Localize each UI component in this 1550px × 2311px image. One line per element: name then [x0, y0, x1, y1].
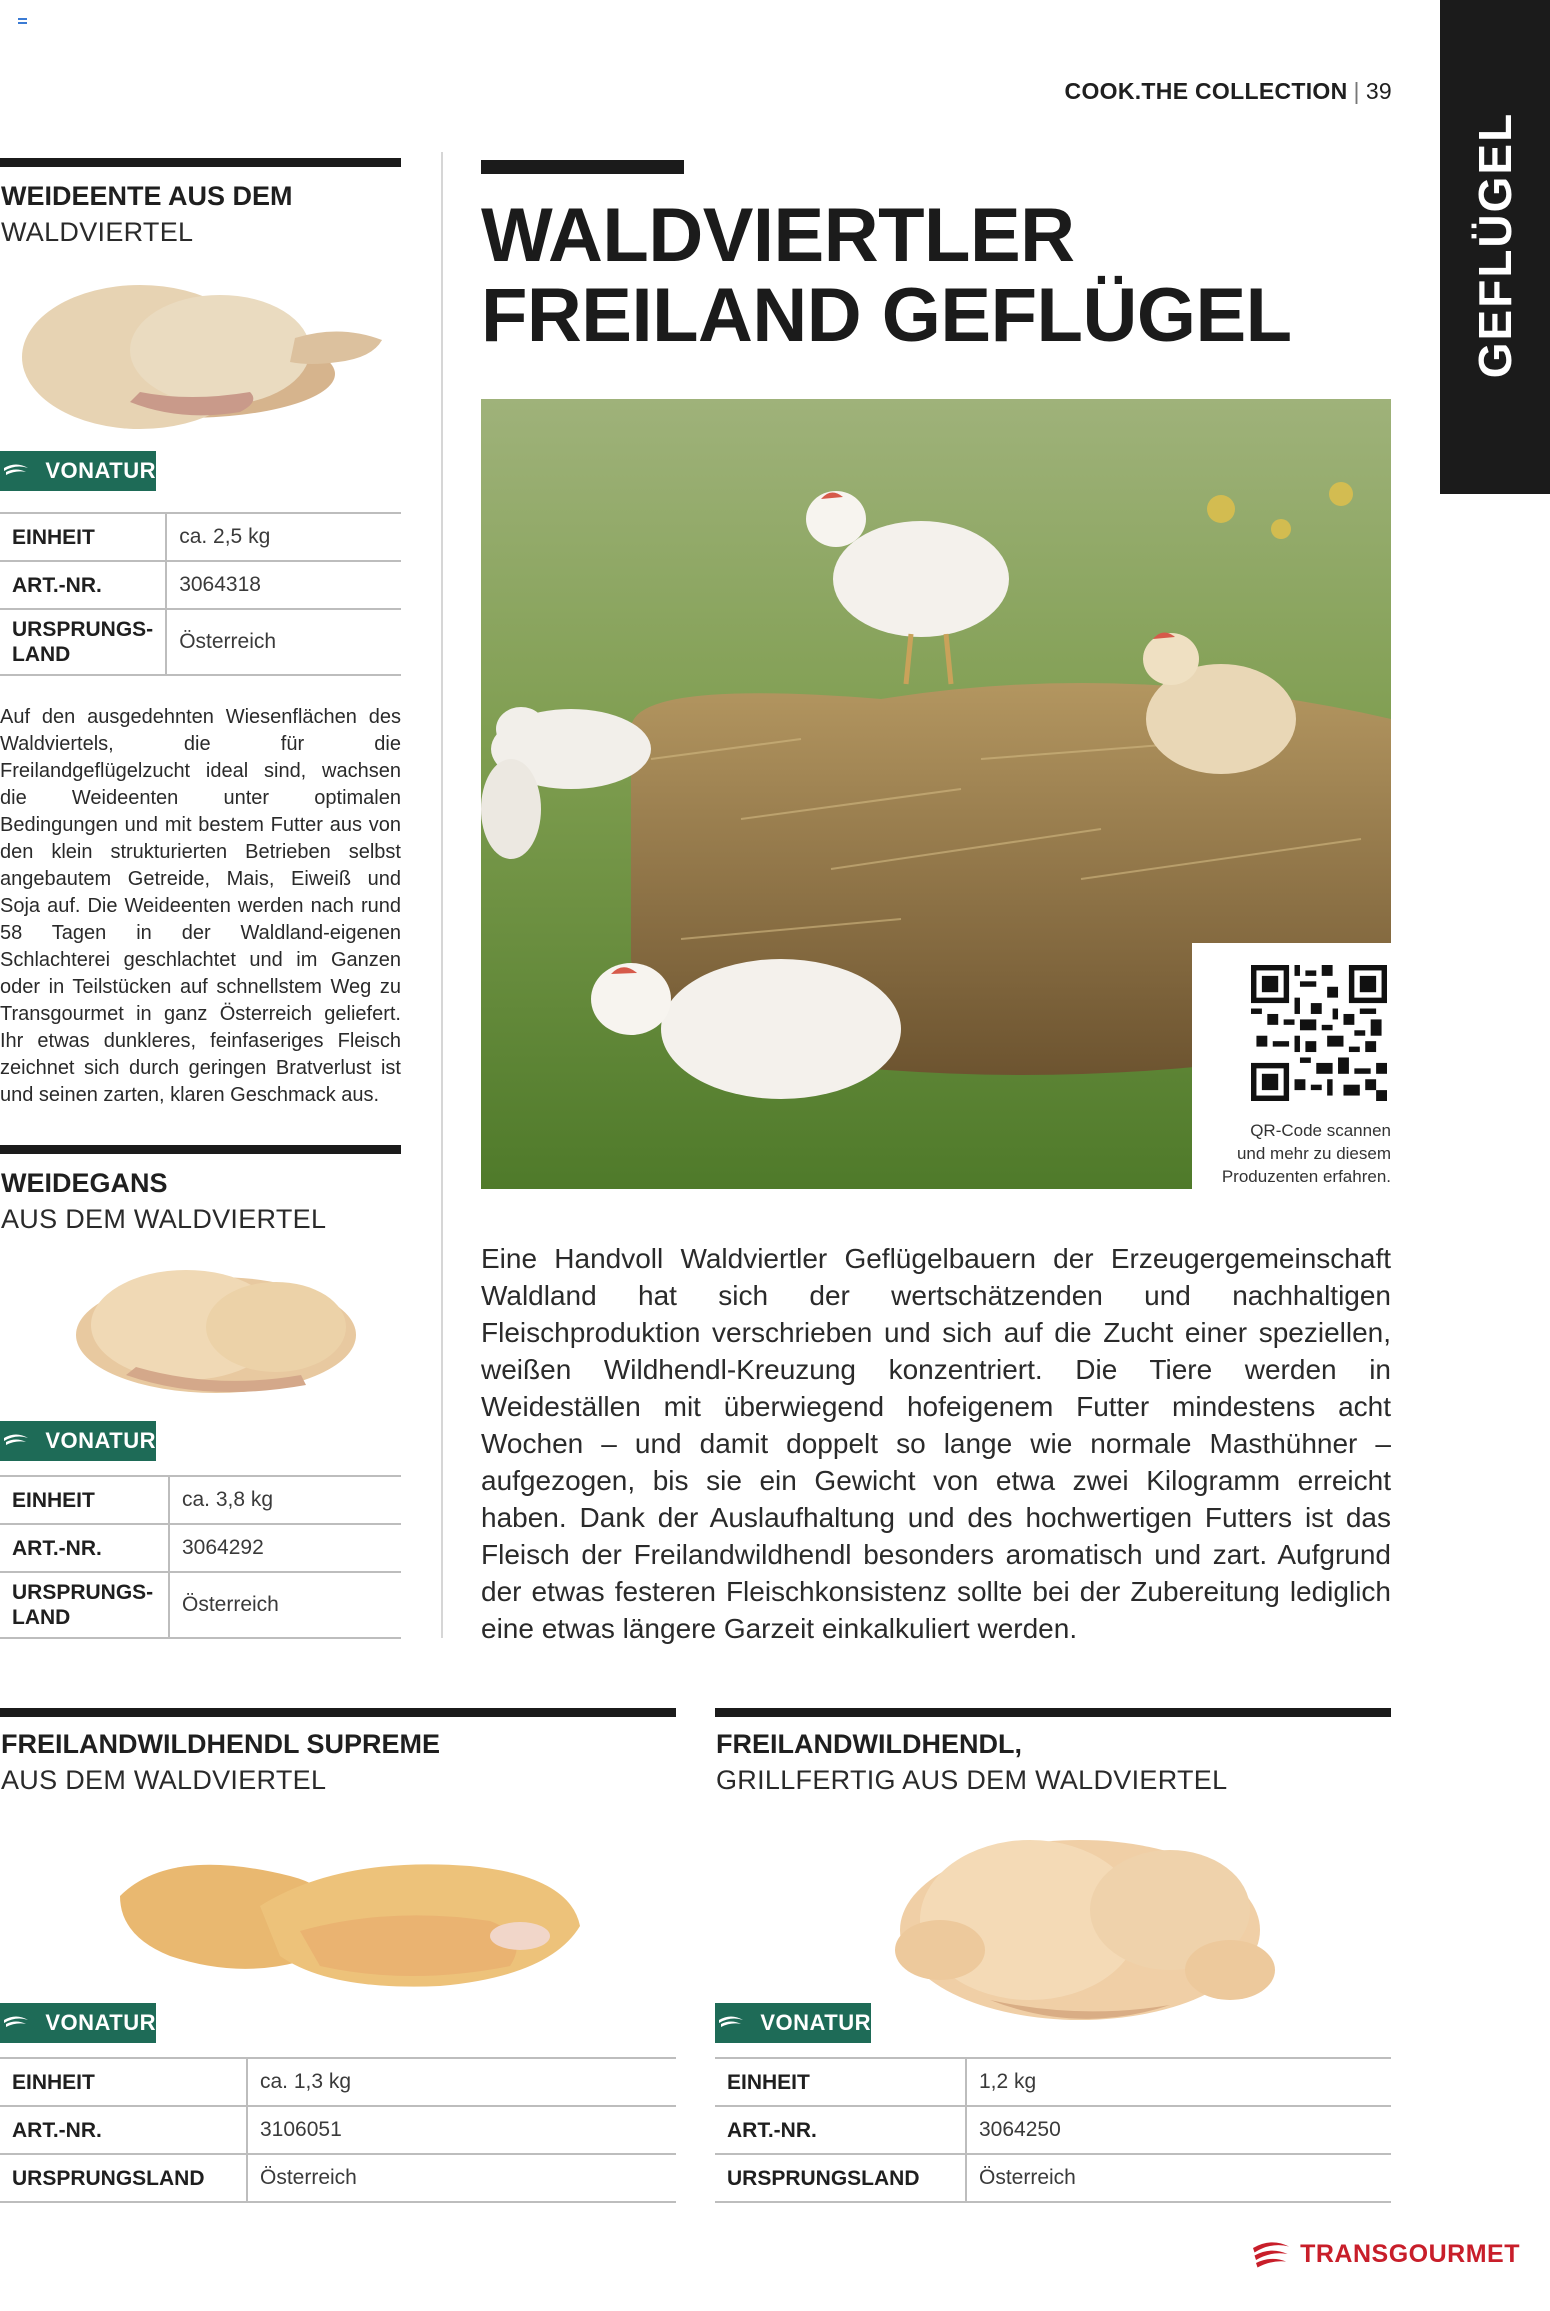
- goose-image: [66, 1255, 366, 1405]
- spec-value-origin: Österreich: [966, 2154, 1391, 2202]
- vonatur-badge: [0, 451, 156, 491]
- vonatur-badge: [715, 2003, 871, 2043]
- vonatur-badge: [0, 2003, 156, 2043]
- collection-title: COOK.THE COLLECTION: [1064, 78, 1348, 104]
- badge-label: VONATUR: [45, 2010, 156, 2035]
- spec-key: EINHEIT: [0, 513, 166, 561]
- spec-row-article: [0, 561, 401, 609]
- badge-label: VONATUR: [45, 458, 156, 483]
- spec-value-unit: ca. 3,8 kg: [169, 1476, 401, 1524]
- supreme-image: [110, 1836, 590, 1996]
- spec-key: EINHEIT: [0, 1476, 169, 1524]
- product-subtitle: AUS DEM WALDVIERTEL: [1, 1204, 327, 1234]
- spec-table: [0, 2057, 676, 2203]
- separator: |: [1353, 78, 1360, 104]
- product-description: Auf den ausgedehnten Wiesenflächen des Waldviertels, die für die Freilandgeflügelzucht ideal sind, wachsen die Weideenten unter optimalen Bedingungen und mit bestem Futter aus von den klein strukturierten Betrieben selbst angebautem Getreide, Mais, Eiweiß und Soja auf. Die Weideenten werden nach rund 58 Tagen in der Waldland-eigenen Schlachterei geschlachtet und im Ganzen oder in Teilstücken auf schnellstem Weg zu Transgourmet in ganz Österreich geliefert. Ihr etwas dunkleres, feinfaseriges Fleisch zeichnet sich durch geringen Bratverlust ist und seinen zarten, klaren Geschmack aus.: [0, 706, 401, 1106]
- transgourmet-logo[interactable]: [1250, 2228, 1520, 2280]
- spec-key: URSPRUNGSLAND: [0, 2154, 247, 2202]
- product-subtitle: AUS DEM WALDVIERTEL: [1, 1765, 327, 1795]
- category-side-tab: [1440, 0, 1550, 494]
- product-bar: [0, 158, 401, 167]
- page-title-line-1: WALDVIERTLER: [481, 193, 1075, 278]
- spec-row-origin: [0, 609, 401, 675]
- spec-key-origin: URSPRUNGS- LAND: [0, 609, 166, 675]
- spec-row-origin: [0, 1572, 401, 1638]
- spec-row-unit: [715, 2058, 1391, 2106]
- spec-key: ART.-NR.: [0, 1524, 169, 1572]
- spec-table: [715, 2057, 1391, 2203]
- spec-value-article: 3064318: [166, 561, 401, 609]
- running-head: [1065, 78, 1392, 105]
- spec-value-unit: ca. 2,5 kg: [166, 513, 401, 561]
- product-heading-grillfertig: [716, 1726, 1227, 1798]
- product-title: FREILANDWILDHENDL SUPREME: [1, 1729, 441, 1759]
- transgourmet-logo-icon: [0, 2003, 31, 2043]
- spec-row-origin: [715, 2154, 1391, 2202]
- product-heading-supreme: [1, 1726, 440, 1798]
- spec-value-origin: Österreich: [166, 609, 401, 675]
- brand-name: TRANSGOURMET: [1300, 2239, 1520, 2268]
- spec-value-article: 3064292: [169, 1524, 401, 1572]
- spec-key: EINHEIT: [0, 2058, 247, 2106]
- qr-code[interactable]: [1251, 965, 1387, 1101]
- spec-key: EINHEIT: [715, 2058, 966, 2106]
- qr-panel: [1192, 943, 1391, 1198]
- spec-value-article: 3064250: [966, 2106, 1391, 2154]
- spec-key: ART.-NR.: [0, 2106, 247, 2154]
- transgourmet-logo-icon: [715, 2003, 746, 2043]
- product-heading-ente: [1, 178, 293, 250]
- product-bar: [0, 1145, 401, 1154]
- product-bar: [715, 1708, 1391, 1717]
- spec-row-unit: [0, 513, 401, 561]
- spec-row-article: [715, 2106, 1391, 2154]
- spec-row-origin: [0, 2154, 676, 2202]
- spec-row-unit: [0, 1476, 401, 1524]
- transgourmet-logo-icon: [0, 451, 31, 491]
- product-title: WEIDEENTE AUS DEM: [1, 181, 293, 211]
- chicken-image: [870, 1810, 1290, 2042]
- page-title: [481, 193, 1292, 358]
- spec-row-unit: [0, 2058, 676, 2106]
- page-number: 39: [1365, 78, 1392, 104]
- qr-caption-line: QR-Code scannen: [1250, 1121, 1391, 1140]
- badge-label: VONATUR: [760, 2010, 871, 2035]
- spec-table: [0, 1475, 401, 1639]
- product-title: WEIDEGANS: [1, 1168, 168, 1198]
- spec-row-article: [0, 1524, 401, 1572]
- spec-value-article: 3106051: [247, 2106, 676, 2154]
- product-heading-gans: [1, 1165, 326, 1237]
- title-bar: [481, 160, 684, 174]
- badge-label: VONATUR: [45, 1428, 156, 1453]
- spec-value-unit: 1,2 kg: [966, 2058, 1391, 2106]
- duck-image: [10, 262, 390, 430]
- spec-value-unit: ca. 1,3 kg: [247, 2058, 676, 2106]
- spec-table: [0, 512, 401, 676]
- qr-caption-line: und mehr zu diesem: [1236, 1144, 1391, 1163]
- column-divider: [441, 152, 443, 1638]
- product-subtitle: WALDVIERTEL: [1, 217, 194, 247]
- menu-icon[interactable]: [18, 18, 27, 24]
- spec-key: URSPRUNGSLAND: [715, 2154, 966, 2202]
- qr-caption: [1222, 1119, 1391, 1188]
- transgourmet-logo-icon: [0, 1421, 31, 1461]
- page-title-line-2: FREILAND GEFLÜGEL: [481, 273, 1292, 358]
- spec-key: ART.-NR.: [0, 561, 166, 609]
- transgourmet-swoosh-icon: [1250, 2232, 1292, 2276]
- category-label: GEFLÜGEL: [1469, 111, 1521, 379]
- product-title: FREILANDWILDHENDL,: [716, 1729, 1022, 1759]
- spec-row-article: [0, 2106, 676, 2154]
- product-subtitle: GRILLFERTIG AUS DEM WALDVIERTEL: [716, 1765, 1228, 1795]
- spec-value-origin: Österreich: [247, 2154, 676, 2202]
- vonatur-badge: [0, 1421, 156, 1461]
- spec-value-origin: Österreich: [169, 1572, 401, 1638]
- product-bar: [0, 1708, 676, 1717]
- intro-paragraph: Eine Handvoll Waldviertler Geflügelbauern der Erzeugergemeinschaft Waldland hat sich der wertschätzenden und nachhaltigen Fleischproduktion verschrieben und sich auf die Zucht einer speziellen, weißen Wildhendl-Kreuzung konzentriert. Die Tiere werden in Weideställen mit überwiegend hofeigenem Futter mindestens acht Wochen – und damit doppelt so lange wie normale Masthühner – aufgezogen, bis sie ein Gewicht von etwa zwei Kilogramm erreicht haben. Dank der Auslaufhaltung und des hochwertigen Futters ist das Fleisch der Freilandwildhendl besonders aromatisch und zart. Aufgrund der etwas festeren Fleischkonsistenz sollte bei der Zubereitung lediglich eine etwas längere Garzeit einkalkuliert werden.: [481, 1243, 1391, 1644]
- spec-key: ART.-NR.: [715, 2106, 966, 2154]
- spec-key-origin: URSPRUNGS- LAND: [0, 1572, 169, 1638]
- qr-caption-line: Produzenten erfahren.: [1221, 1167, 1391, 1186]
